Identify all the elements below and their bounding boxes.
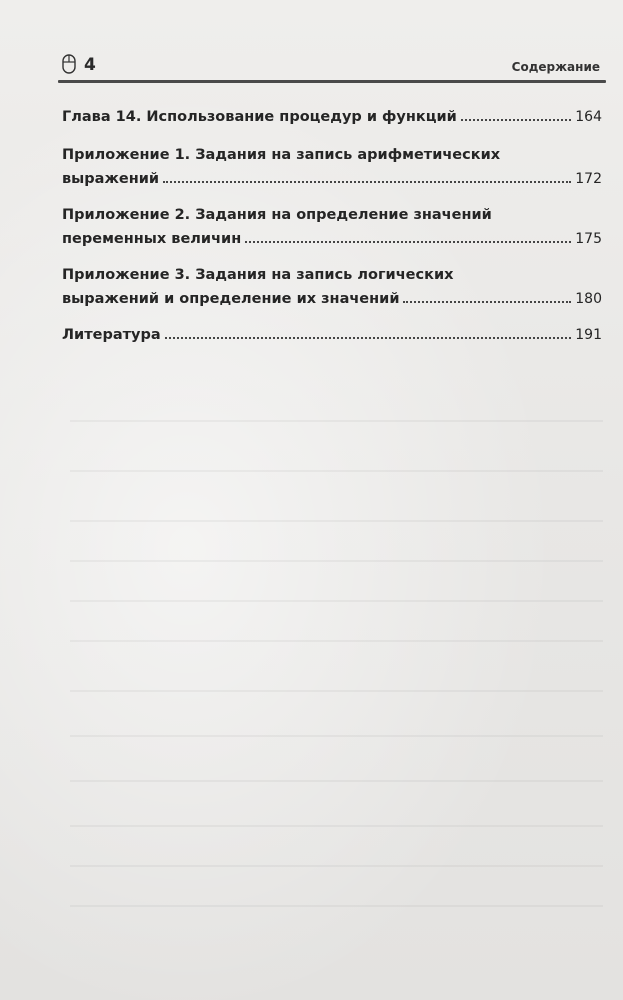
bleed-through-line	[70, 640, 603, 642]
bleed-through-line	[70, 905, 603, 907]
bleed-through-line	[70, 865, 603, 867]
toc-entry-title: Приложение 1. Задания на запись арифметических	[62, 147, 501, 163]
bleed-through-line	[70, 560, 603, 562]
toc-entry	[62, 323, 602, 347]
bleed-through-line	[70, 780, 603, 782]
toc-leader-dots	[461, 119, 571, 121]
table-of-contents	[62, 105, 602, 347]
toc-entry-title-cont: переменных величин	[62, 231, 242, 247]
section-title: Содержание	[511, 60, 600, 74]
toc-entry	[62, 143, 602, 191]
toc-entry-page: 172	[575, 171, 602, 187]
bleed-through-line	[70, 735, 603, 737]
computer-mouse-icon	[62, 54, 76, 74]
bleed-through-line	[70, 600, 603, 602]
toc-leader-dots	[245, 241, 571, 243]
toc-entry-page: 180	[575, 291, 602, 307]
header-rule	[58, 80, 606, 83]
bleed-through-line	[70, 420, 603, 422]
toc-entry-title-cont: выражений	[62, 171, 160, 187]
toc-entry-page: 191	[575, 327, 602, 343]
toc-entry-page: 164	[575, 109, 602, 125]
toc-entry	[62, 263, 602, 311]
toc-leader-dots	[163, 181, 571, 183]
page-number: 4	[84, 55, 96, 75]
bleed-through-line	[70, 690, 603, 692]
bleed-through-line	[70, 470, 603, 472]
toc-entry-title-cont: выражений и определение их значений	[62, 291, 400, 307]
toc-entry	[62, 105, 602, 129]
toc-leader-dots	[403, 301, 571, 303]
page-header	[58, 52, 606, 86]
bleed-through-line	[70, 825, 603, 827]
toc-entry	[62, 203, 602, 251]
toc-entry-title: Литература	[62, 327, 161, 343]
toc-entry-page: 175	[575, 231, 602, 247]
toc-leader-dots	[165, 337, 572, 339]
toc-entry-title: Приложение 2. Задания на определение значений	[62, 207, 492, 223]
bleed-through-line	[70, 520, 603, 522]
toc-entry-title: Приложение 3. Задания на запись логических	[62, 267, 454, 283]
toc-entry-title: Глава 14. Использование процедур и функций	[62, 109, 457, 125]
